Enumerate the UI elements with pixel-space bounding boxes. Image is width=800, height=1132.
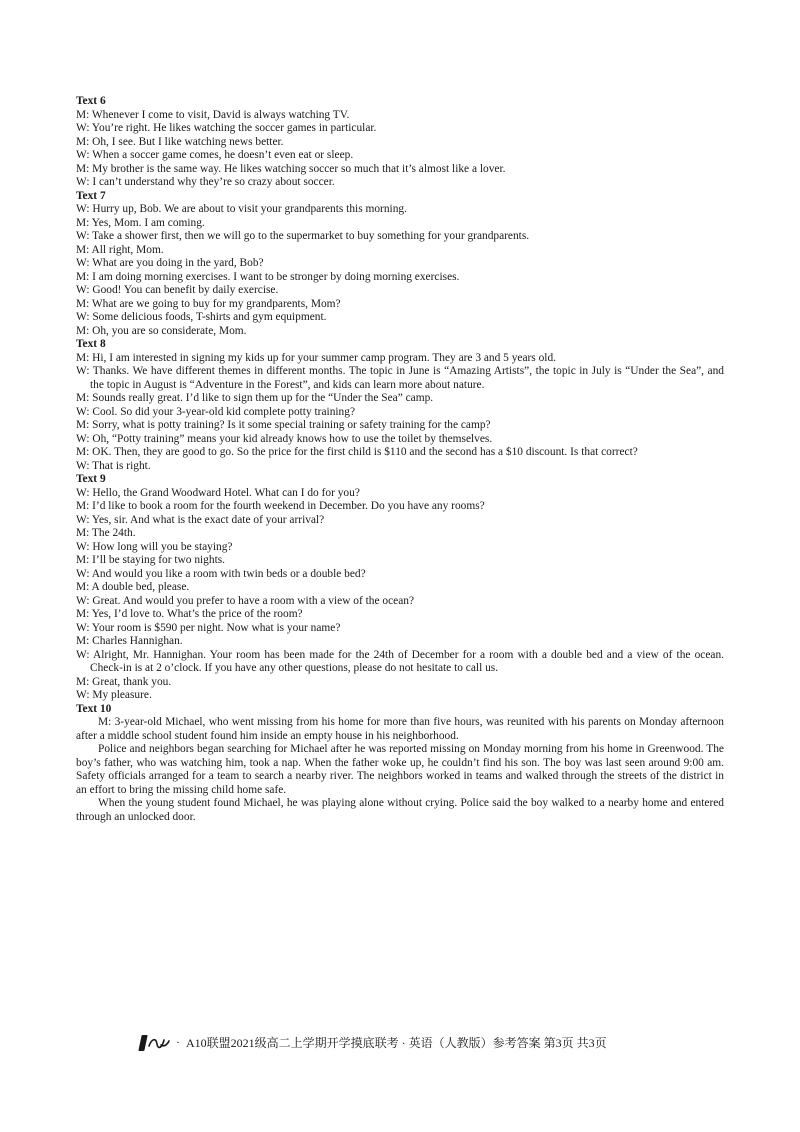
paragraph: M: 3-year-old Michael, who went missing from his home for more than five hours, was reunited with his parents on Monday afternoon after a middle school student found him inside an empty house in his neighborhood.	[76, 716, 724, 742]
dialogue-line: M: My brother is the same way. He likes watching soccer so much that it’s almost like a lover.	[76, 162, 506, 175]
paragraph: When the young student found Michael, he was playing alone without crying. Police said the boy walked to a nearby home and entered through an unlocked door.	[76, 797, 724, 823]
dialogue-line: M: I’d like to book a room for the fourth weekend in December. Do you have any rooms?	[76, 500, 485, 512]
dialogue-line: W: I can’t understand why they’re so crazy about soccer.	[76, 176, 335, 188]
logo-script-icon	[148, 1036, 170, 1050]
footer-separator: ·	[176, 1035, 180, 1049]
dialogue-line: W: Your room is $590 per night. Now what is your name?	[76, 621, 341, 634]
dialogue-line: W: Thanks. We have different themes in different months. The topic in June is “Amazing Artists”, the topic in July is “Under the Sea”, and the topic in August is “Adventure in the Forest”, and kids can learn more about nature.	[76, 365, 724, 391]
section-text-6	[76, 95, 724, 190]
dialogue-line: M: Whenever I come to visit, David is always watching TV.	[76, 108, 350, 121]
section-text-9	[76, 473, 724, 703]
section-heading: Text 7	[76, 189, 106, 202]
dialogue-line: M: Oh, I see. But I like watching news better.	[76, 135, 284, 148]
paragraph: Police and neighbors began searching for Michael after he was reported missing on Monday morning from his home in Greenwood. The boy’s father, who was watching him, took a nap. When the father woke up, he couldn’t find his son. The boy was last seen around 9:00 am. Safety officials arranged for a team to search a nearby river. The neighbors worked in teams and walked through the streets of the district in an effort to bring the missing child home safe.	[76, 743, 724, 796]
section-text-7	[76, 190, 724, 339]
dialogue-line: W: How long will you be staying?	[76, 540, 233, 553]
section-text-10	[76, 703, 724, 825]
dialogue-line: M: All right, Mom.	[76, 243, 164, 256]
dialogue-line: M: I’ll be staying for two nights.	[76, 554, 226, 566]
dialogue-line: W: Yes, sir. And what is the exact date of your arrival?	[76, 513, 325, 526]
dialogue-line: W: Good! You can benefit by daily exercise.	[76, 284, 279, 296]
page-footer	[140, 1034, 700, 1051]
dialogue-line: W: Some delicious foods, T-shirts and gym equipment.	[76, 311, 327, 323]
dialogue-line: M: Sounds really great. I’d like to sign them up for the “Under the Sea” camp.	[76, 392, 434, 404]
section-heading: Text 8	[76, 338, 106, 350]
section-text-8	[76, 338, 724, 473]
dialogue-line: W: Take a shower first, then we will go to the supermarket to buy something for your grandparents.	[76, 230, 530, 242]
logo-mark-icon	[138, 1035, 147, 1051]
dialogue-line: M: I am doing morning exercises. I want to be stronger by doing morning exercises.	[76, 270, 460, 283]
dialogue-line: W: My pleasure.	[76, 689, 152, 701]
dialogue-line: M: The 24th.	[76, 527, 136, 539]
dialogue-line: M: Yes, I’d love to. What’s the price of the room?	[76, 608, 303, 620]
dialogue-line: M: What are we going to buy for my grandparents, Mom?	[76, 297, 341, 310]
dialogue-line: M: Oh, you are so considerate, Mom.	[76, 324, 247, 337]
publisher-logo	[140, 1035, 170, 1051]
dialogue-line: M: Hi, I am interested in signing my kids up for your summer camp program. They are 3 and 5 years old.	[76, 351, 556, 364]
dialogue-line: W: Hello, the Grand Woodward Hotel. What can I do for you?	[76, 486, 360, 499]
dialogue-line: W: Great. And would you prefer to have a room with a view of the ocean?	[76, 594, 415, 607]
dialogue-line: W: Cool. So did your 3-year-old kid complete potty training?	[76, 405, 355, 418]
dialogue-line: W: Oh, “Potty training” means your kid already knows how to use the toilet by themselves.	[76, 432, 493, 445]
dialogue-line: W: And would you like a room with twin beds or a double bed?	[76, 567, 366, 580]
dialogue-line: W: Alright, Mr. Hannighan. Your room has been made for the 24th of December for a room with a double bed and a view of the ocean. Check-in is at 2 o’clock. If you have any other questions, please do not hesitate to call us.	[76, 648, 724, 674]
dialogue-line: M: Great, thank you.	[76, 675, 172, 688]
footer-text: A10联盟2021级高二上学期开学摸底联考 · 英语（人教版）参考答案 第3页 共3页	[186, 1036, 607, 1050]
dialogue-line: W: That is right.	[76, 459, 151, 472]
dialogue-line: W: You’re right. He likes watching the soccer games in particular.	[76, 122, 377, 134]
section-heading: Text 9	[76, 473, 106, 485]
section-heading: Text 6	[76, 95, 106, 107]
dialogue-line: M: Charles Hannighan.	[76, 635, 183, 647]
dialogue-line: W: Hurry up, Bob. We are about to visit your grandparents this morning.	[76, 203, 407, 215]
dialogue-line: W: What are you doing in the yard, Bob?	[76, 257, 264, 269]
section-heading: Text 10	[76, 702, 112, 715]
answer-key-page	[76, 95, 724, 824]
dialogue-line: W: When a soccer game comes, he doesn’t even eat or sleep.	[76, 149, 354, 161]
dialogue-line: M: Yes, Mom. I am coming.	[76, 216, 205, 229]
dialogue-line: M: Sorry, what is potty training? Is it some special training or safety training for the camp?	[76, 419, 491, 431]
dialogue-line: M: A double bed, please.	[76, 581, 190, 593]
dialogue-line: M: OK. Then, they are good to go. So the price for the first child is $110 and the second has a $10 discount. Is that correct?	[76, 446, 638, 458]
